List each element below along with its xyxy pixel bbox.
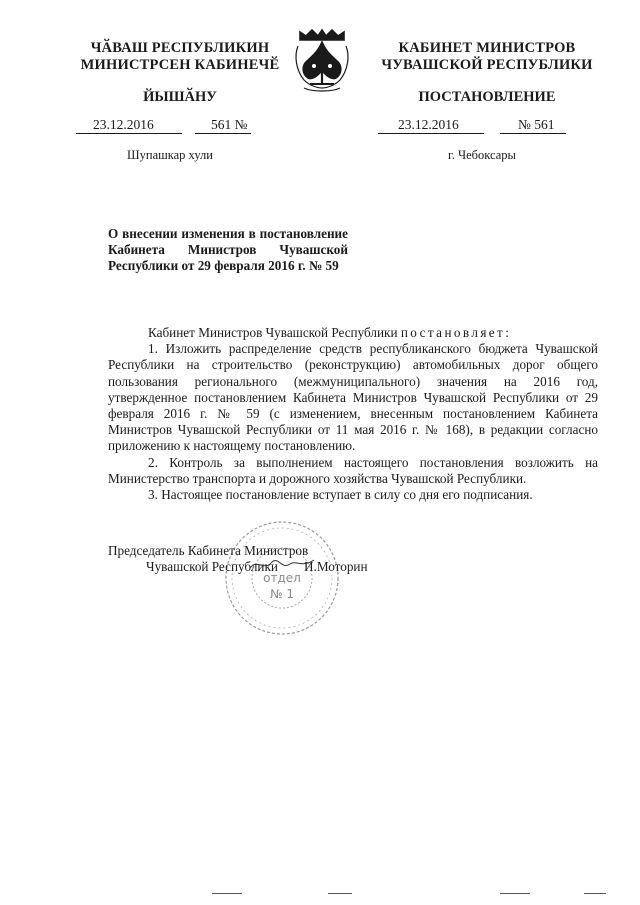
header-left-org-line2: МИНИСТРСЕН КАБИНЕЧӖ xyxy=(80,57,280,73)
paragraph-1: 1. Изложить распределение средств республиканского бюджета Чувашской Республики на строительство (реконструкцию) автомобильных дорог общего пользования регионального (межмуниципального) значения на 2016 год, утвержденное постановлением Кабинета Министров Чувашской Республики от 29 февраля 2016 г. № 59 (с изменением, внесенным постановлением Кабинета Министров Чувашской Республики от 11 мая 2016 г. № 168), в редакции согласно приложению к настоящему постановлению. xyxy=(108,341,598,454)
paragraph-3: 3. Настоящее постановление вступает в силу со дня его подписания. xyxy=(148,487,533,503)
intro-text: Кабинет Министров Чувашской Республики xyxy=(148,325,398,340)
header-left-org-line1: ЧӐВАШ РЕСПУБЛИКИН xyxy=(90,40,270,56)
header-right-org-line1: КАБИНЕТ МИНИСТРОВ xyxy=(398,40,576,56)
header-left-number-underline xyxy=(195,133,251,134)
document-body xyxy=(108,325,598,503)
header-right-date: 23.12.2016 xyxy=(398,117,459,132)
header-right-city: г. Чебоксары xyxy=(448,148,516,162)
handwritten-signature-icon xyxy=(248,552,318,576)
header-left-doc-type: ЙЫШӐНУ xyxy=(143,89,217,105)
signature-name: И.Моторин xyxy=(304,559,368,574)
header-right-number-underline xyxy=(500,133,566,134)
paragraph-2: 2. Контроль за выполнением настоящего постановления возложить на Министерство транспорта и дорожного хозяйства Чувашской Республики. xyxy=(108,454,598,486)
header-left-city: Шупашкар хули xyxy=(127,148,213,162)
header-right-number: № 561 xyxy=(518,117,555,132)
header-left-date: 23.12.2016 xyxy=(93,117,154,132)
document-subject: О внесении изменения в постановление Кабинета Министров Чувашской Республики от 29 февраля 2016 г. № 59 xyxy=(108,226,348,273)
header-right-doc-type: ПОСТАНОВЛЕНИЕ xyxy=(418,89,556,105)
stamp-line1: отдел xyxy=(263,571,301,585)
signature-title-line1: Председатель Кабинета Министров xyxy=(108,543,309,558)
intro-paragraph xyxy=(108,325,598,341)
stamp-line2: № 1 xyxy=(270,587,294,601)
header-left-number: 561 № xyxy=(211,117,248,132)
scan-mark xyxy=(328,893,352,894)
coat-of-arms-icon xyxy=(292,26,352,94)
signature-title-line2: Чувашской Республики xyxy=(146,559,278,574)
header-right-org-line2: ЧУВАШСКОЙ РЕСПУБЛИКИ xyxy=(381,57,593,73)
intro-decree-word: постановляет: xyxy=(400,325,512,340)
header-right-date-underline xyxy=(378,133,484,134)
official-stamp xyxy=(222,518,342,638)
scan-mark xyxy=(212,893,242,894)
header-left-date-underline xyxy=(76,133,182,134)
scan-mark xyxy=(584,893,606,894)
scan-mark xyxy=(500,893,530,894)
